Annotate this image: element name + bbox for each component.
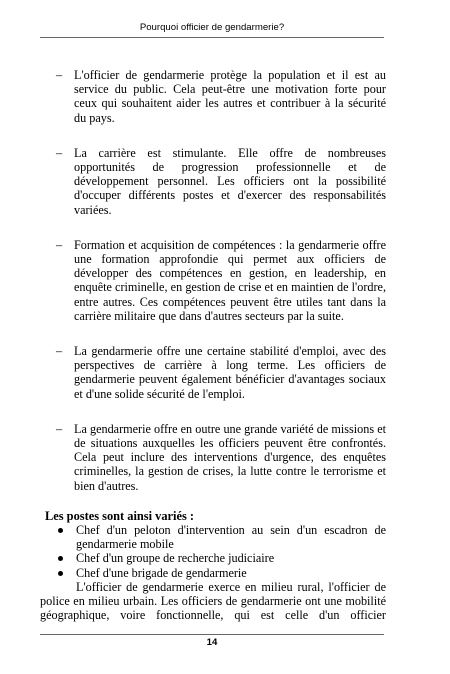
list-item [40,238,386,323]
dash-marker: – [56,421,63,436]
list-item [40,68,386,125]
header-rule [40,37,384,38]
bullet-icon [58,528,63,533]
list-item-text: Chef d'une brigade de gendarmerie [76,565,247,580]
list-item [40,344,386,401]
dash-marker: – [56,145,63,160]
list-item-text: L'officier de gendarmerie protège la population et il est au service du public. Cela peut-être une motivation forte pour ceux qui souhaitent aider les autres et contribuer à la sécurité du pays. [74,68,386,125]
positions-list [40,523,386,580]
dash-marker: – [56,68,63,82]
list-item [40,551,386,565]
list-item-text: La carrière est stimulante. Elle offre de nombreuses opportunités de progression professionnelle et de développement personnel. Les officiers ont la possibilité d'occuper différents postes et d'exercer des responsabilités variées. [74,145,386,217]
list-item [40,146,386,217]
dash-marker: – [56,237,63,252]
closing-paragraph: L'officier de gendarmerie exerce en milieu rural, l'officier de police en milieu urbain. Les officiers de gendarmerie ont une mobilité géographique, voire fonctionnelle, qui est celle d'un officier [40,579,386,623]
footer-rule [40,634,384,635]
bullet-icon [58,556,63,561]
list-item-text: La gendarmerie offre une certaine stabilité d'emploi, avec des perspectives de carrière à long terme. Les officiers de gendarmerie peuvent également bénéficier d'avantages sociaux et d'une solide sécurité de l'emploi. [74,344,386,401]
motivation-list [40,68,386,493]
bullet-icon [58,571,63,576]
list-item-text: La gendarmerie offre en outre une grande variété de missions et de situations auxquelles les officiers peuvent être confrontés. Cela peut inclure des interventions d'urgence, des enquêtes criminelles, la gestion de crises, la lutte contre le terrorisme et bien d'autres. [74,421,386,493]
list-item-text: Chef d'un groupe de recherche judiciaire [76,551,275,566]
list-item-text: Formation et acquisition de compétences : la gendarmerie offre une formation approfondie qui permet aux officiers de développer des compétences en gestion, en leadership, en enquête criminelle, en gestion de crise et en maintien de l'ordre, entre autres. Ces compétences peuvent être utiles tant dans la carrière militaire que dans d'autres secteurs par la suite. [74,237,386,323]
list-item [40,422,386,493]
page-number: 14 [206,637,218,648]
running-header: Pourquoi officier de gendarmerie? [139,22,285,33]
list-item [40,523,386,551]
page-body [40,68,386,623]
section-heading: Les postes sont ainsi variés : [45,508,195,523]
dash-marker: – [56,344,63,359]
list-item [40,566,386,580]
list-item-text: Chef d'un peloton d'intervention au sein d'un escadron de gendarmerie mobile [76,523,386,552]
